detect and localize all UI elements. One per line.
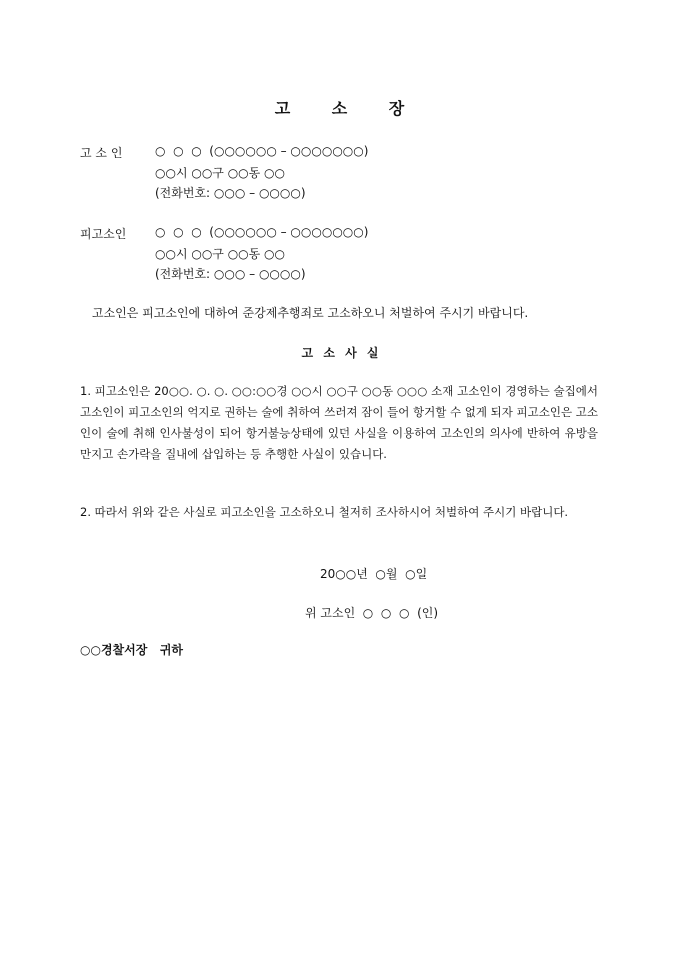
defendant-address: ○○시 ○○구 ○○동 ○○ xyxy=(155,247,285,261)
facts-section-title: 고 소 사 실 xyxy=(301,346,379,360)
facts-paragraph-1: 1. 피고소인은 20○○. ○. ○. ○○:○○경 ○○시 ○○구 ○○동 ○○○ 소재 고소인이 경영하는 술집에서 고소인이 피고소인의 억지로 권하는 술에 취하여 쓰러져 잠이 들어 항거할 수 없게 되자 피고소인은 고소인이 술에 취해 인사불성이 되어 항거불능상태에 있던 사실을 이용하여 고소인의 의사에 반하여 유방을 만지고 손가락을 질내에 삽입하는 등 추행한 사실이 있습니다. xyxy=(80,384,598,461)
defendant-label: 피고소인 xyxy=(80,227,127,241)
complaint-intro: 고소인은 피고소인에 대하여 준강제추행죄로 고소하오니 처벌하여 주시기 바랍니다. xyxy=(92,306,529,320)
defendant-phone: (전화번호: ○○○ – ○○○○) xyxy=(155,267,306,281)
defendant-name-id: ○ ○ ○ (○○○○○○ – ○○○○○○○) xyxy=(155,225,369,239)
complainant-label: 고 소 인 xyxy=(80,146,123,160)
facts-paragraph-2: 2. 따라서 위와 같은 사실로 피고소인을 고소하오니 철저히 조사하시어 처벌하여 주시기 바랍니다. xyxy=(80,505,569,519)
signer-line: 위 고소인 ○ ○ ○ (인) xyxy=(305,606,439,620)
complainant-name-id: ○ ○ ○ (○○○○○○ – ○○○○○○○) xyxy=(155,144,369,158)
complainant-phone: (전화번호: ○○○ – ○○○○) xyxy=(155,186,306,200)
document-date: 20○○년 ○월 ○일 xyxy=(320,567,428,581)
complainant-address: ○○시 ○○구 ○○동 ○○ xyxy=(155,166,285,180)
addressee: ○○경찰서장 귀하 xyxy=(80,643,184,657)
document-title: 고 소 장 xyxy=(274,99,406,118)
